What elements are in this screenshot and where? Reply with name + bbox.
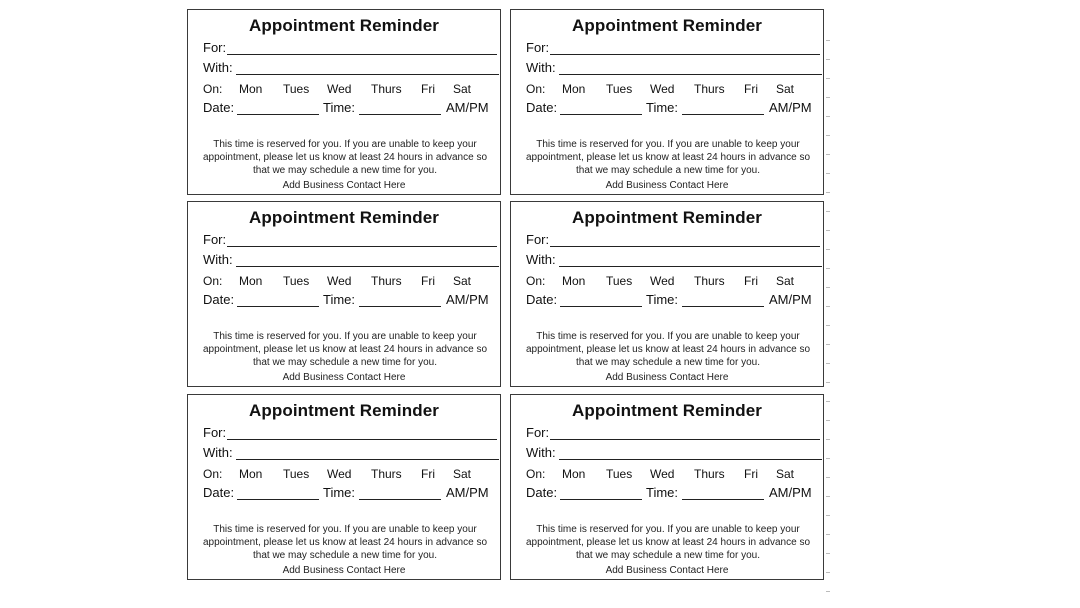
cut-mark [826, 458, 830, 459]
for-line[interactable] [227, 246, 497, 247]
date-line[interactable] [237, 306, 319, 307]
on-label: On: [526, 467, 546, 481]
card-title: Appointment Reminder [572, 401, 762, 420]
day-options [203, 82, 493, 98]
cut-mark [826, 496, 830, 497]
appointment-card [187, 9, 501, 195]
time-line[interactable] [359, 499, 441, 500]
for-field[interactable] [203, 40, 498, 58]
day-option[interactable]: Fri [744, 274, 758, 288]
with-label: With: [203, 60, 233, 75]
day-options [526, 467, 816, 483]
day-option[interactable]: Mon [562, 274, 586, 288]
date-label: Date: [526, 292, 558, 307]
card-title: Appointment Reminder [572, 208, 762, 227]
date-time-row [203, 485, 498, 503]
time-label: Time: [323, 100, 356, 115]
day-option[interactable]: Tues [606, 467, 633, 481]
ampm-label: AM/PM [769, 292, 812, 307]
cut-mark [826, 59, 830, 60]
business-contact: Add Business Contact Here [605, 372, 729, 383]
with-label: With: [203, 445, 233, 460]
time-label: Time: [646, 485, 679, 500]
reservation-note: This time is reserved for you. If you are unable to keep your appointment, please let us know at least 24 hours in advance so that we may schedule a new time for you. [202, 331, 488, 368]
date-label: Date: [526, 100, 558, 115]
day-option[interactable]: Mon [562, 82, 586, 96]
day-option[interactable]: Sat [453, 467, 472, 481]
card-title: Appointment Reminder [249, 401, 439, 420]
day-option[interactable]: Tues [283, 82, 310, 96]
cut-mark [826, 553, 830, 554]
for-label: For: [203, 40, 227, 55]
for-label: For: [203, 425, 227, 440]
date-label: Date: [203, 485, 235, 500]
time-label: Time: [646, 292, 679, 307]
day-option[interactable]: Wed [650, 82, 675, 96]
for-label: For: [526, 232, 550, 247]
reservation-note: This time is reserved for you. If you are unable to keep your appointment, please let us know at least 24 hours in advance so that we may schedule a new time for you. [202, 139, 488, 176]
cut-mark [826, 572, 830, 573]
day-option[interactable]: Mon [239, 274, 263, 288]
day-option[interactable]: Thurs [371, 467, 402, 481]
reservation-note: This time is reserved for you. If you are unable to keep your appointment, please let us know at least 24 hours in advance so that we may schedule a new time for you. [525, 139, 811, 176]
day-option[interactable]: Wed [327, 82, 352, 96]
day-option[interactable]: Sat [776, 467, 795, 481]
day-option[interactable]: Thurs [371, 274, 402, 288]
cut-mark [826, 249, 830, 250]
reservation-note: This time is reserved for you. If you are unable to keep your appointment, please let us know at least 24 hours in advance so that we may schedule a new time for you. [202, 524, 488, 561]
on-label: On: [203, 82, 223, 96]
for-field[interactable] [526, 232, 821, 250]
appointment-card [510, 394, 824, 580]
date-label: Date: [203, 292, 235, 307]
for-label: For: [526, 40, 550, 55]
day-option[interactable]: Fri [421, 467, 435, 481]
day-option[interactable]: Thurs [694, 82, 725, 96]
for-line[interactable] [227, 439, 497, 440]
day-option[interactable]: Thurs [371, 82, 402, 96]
on-label: On: [203, 274, 223, 288]
cut-mark [826, 439, 830, 440]
day-option[interactable]: Mon [562, 467, 586, 481]
for-field[interactable] [203, 425, 498, 443]
business-contact: Add Business Contact Here [605, 565, 729, 576]
date-line[interactable] [560, 306, 642, 307]
card-title: Appointment Reminder [249, 16, 439, 35]
for-line[interactable] [550, 54, 820, 55]
with-line[interactable] [236, 74, 499, 75]
on-label: On: [526, 82, 546, 96]
with-field[interactable] [203, 445, 503, 463]
with-label: With: [526, 445, 556, 460]
cut-mark [826, 401, 830, 402]
for-line[interactable] [227, 54, 497, 55]
appointment-card [187, 394, 501, 580]
cut-mark [826, 40, 830, 41]
for-field[interactable] [526, 40, 821, 58]
with-line[interactable] [236, 266, 499, 267]
business-contact: Add Business Contact Here [605, 180, 729, 191]
day-option[interactable]: Tues [606, 274, 633, 288]
cut-mark [826, 154, 830, 155]
with-field[interactable] [526, 252, 826, 270]
with-line[interactable] [236, 459, 499, 460]
cut-mark [826, 173, 830, 174]
day-option[interactable]: Sat [776, 274, 795, 288]
appointment-card [510, 9, 824, 195]
cut-mark [826, 230, 830, 231]
day-option[interactable]: Fri [744, 82, 758, 96]
ampm-label: AM/PM [769, 485, 812, 500]
business-contact: Add Business Contact Here [282, 565, 406, 576]
cut-mark [826, 591, 830, 592]
with-field[interactable] [526, 445, 826, 463]
ampm-label: AM/PM [446, 485, 489, 500]
reservation-note: This time is reserved for you. If you are unable to keep your appointment, please let us know at least 24 hours in advance so that we may schedule a new time for you. [525, 331, 811, 368]
date-time-row [203, 100, 498, 118]
date-time-row [526, 100, 821, 118]
ampm-label: AM/PM [446, 292, 489, 307]
with-line[interactable] [559, 459, 822, 460]
date-line[interactable] [560, 499, 642, 500]
time-line[interactable] [359, 114, 441, 115]
ampm-label: AM/PM [769, 100, 812, 115]
day-option[interactable]: Mon [239, 467, 263, 481]
cut-mark [826, 78, 830, 79]
day-options [526, 82, 816, 98]
cut-mark [826, 192, 830, 193]
day-option[interactable]: Fri [744, 467, 758, 481]
cut-mark [826, 344, 830, 345]
cut-mark [826, 515, 830, 516]
card-title: Appointment Reminder [249, 208, 439, 227]
appointment-card [510, 201, 824, 387]
day-option[interactable]: Sat [453, 82, 472, 96]
time-line[interactable] [359, 306, 441, 307]
for-label: For: [203, 232, 227, 247]
day-option[interactable]: Sat [453, 274, 472, 288]
day-options [526, 274, 816, 290]
date-label: Date: [526, 485, 558, 500]
date-label: Date: [203, 100, 235, 115]
cut-mark [826, 116, 830, 117]
date-line[interactable] [560, 114, 642, 115]
day-option[interactable]: Wed [327, 467, 352, 481]
date-line[interactable] [237, 499, 319, 500]
day-option[interactable]: Wed [650, 274, 675, 288]
for-line[interactable] [550, 439, 820, 440]
cut-mark [826, 534, 830, 535]
time-line[interactable] [682, 499, 764, 500]
cut-mark [826, 382, 830, 383]
day-option[interactable]: Tues [283, 467, 310, 481]
with-label: With: [526, 252, 556, 267]
day-option[interactable]: Wed [650, 467, 675, 481]
day-option[interactable]: Tues [283, 274, 310, 288]
cut-mark [826, 306, 830, 307]
cut-mark [826, 97, 830, 98]
card-title: Appointment Reminder [572, 16, 762, 35]
day-options [203, 274, 493, 290]
day-option[interactable]: Fri [421, 274, 435, 288]
cut-mark [826, 211, 830, 212]
cut-mark [826, 268, 830, 269]
time-label: Time: [323, 292, 356, 307]
with-label: With: [526, 60, 556, 75]
day-option[interactable]: Mon [239, 82, 263, 96]
with-field[interactable] [203, 252, 503, 270]
day-option[interactable]: Tues [606, 82, 633, 96]
time-line[interactable] [682, 114, 764, 115]
with-field[interactable] [526, 60, 826, 78]
date-line[interactable] [237, 114, 319, 115]
day-option[interactable]: Sat [776, 82, 795, 96]
for-label: For: [526, 425, 550, 440]
for-line[interactable] [550, 246, 820, 247]
cut-mark [826, 287, 830, 288]
business-contact: Add Business Contact Here [282, 180, 406, 191]
time-line[interactable] [682, 306, 764, 307]
cut-mark [826, 135, 830, 136]
on-label: On: [203, 467, 223, 481]
with-label: With: [203, 252, 233, 267]
with-line[interactable] [559, 266, 822, 267]
day-options [203, 467, 493, 483]
date-time-row [203, 292, 498, 310]
cut-mark [826, 420, 830, 421]
date-time-row [526, 485, 821, 503]
cut-mark [826, 325, 830, 326]
day-option[interactable]: Fri [421, 82, 435, 96]
cut-mark [826, 477, 830, 478]
appointment-card [187, 201, 501, 387]
on-label: On: [526, 274, 546, 288]
time-label: Time: [646, 100, 679, 115]
business-contact: Add Business Contact Here [282, 372, 406, 383]
ampm-label: AM/PM [446, 100, 489, 115]
with-line[interactable] [559, 74, 822, 75]
reservation-note: This time is reserved for you. If you are unable to keep your appointment, please let us know at least 24 hours in advance so that we may schedule a new time for you. [525, 524, 811, 561]
cut-mark [826, 363, 830, 364]
for-field[interactable] [526, 425, 821, 443]
day-option[interactable]: Wed [327, 274, 352, 288]
day-option[interactable]: Thurs [694, 467, 725, 481]
date-time-row [526, 292, 821, 310]
time-label: Time: [323, 485, 356, 500]
with-field[interactable] [203, 60, 503, 78]
day-option[interactable]: Thurs [694, 274, 725, 288]
for-field[interactable] [203, 232, 498, 250]
